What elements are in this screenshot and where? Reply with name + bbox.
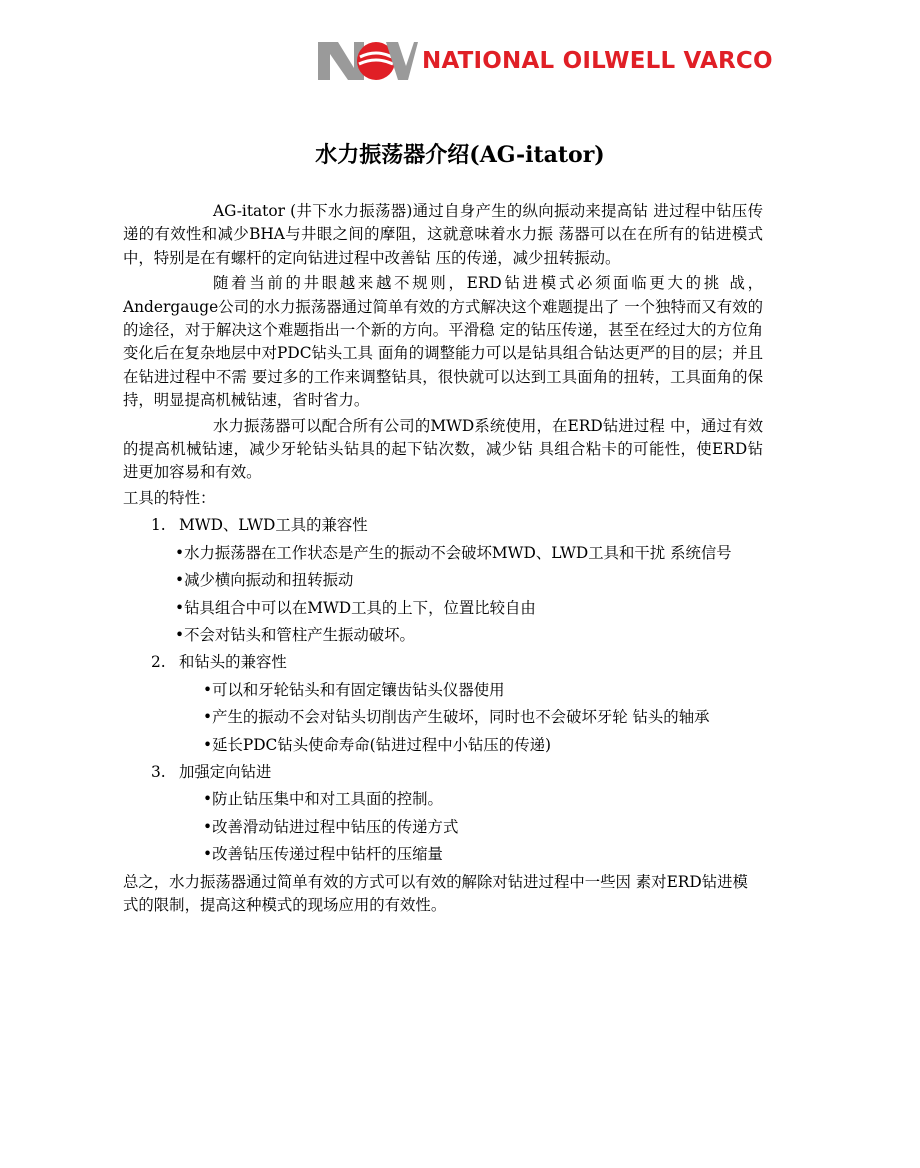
feature-section-3 — [123, 761, 763, 867]
paragraph-intro: AG-itator (井下水力振荡器)通过自身产生的纵向振动来提高钻 进过程中钻压传递的有效性和减少BHA与井眼之间的摩阻，这就意味着水力振 荡器可以在在所有的钻进模式中，特别是在有螺杆的定向钻进过程中改善钻 压的传递，减少扭转振动。 — [123, 202, 763, 267]
section-title: 加强定向钻进 — [179, 762, 272, 781]
nov-logo — [318, 38, 418, 84]
feature-section-2 — [123, 651, 763, 757]
brand-name: NATIONAL OILWELL VARCO — [422, 48, 773, 74]
section-heading — [151, 514, 763, 537]
section-heading — [151, 761, 763, 784]
list-item: •不会对钻头和管柱产生振动破坏。 — [175, 625, 415, 644]
section-heading — [151, 651, 763, 674]
features-heading: 工具的特性： — [123, 488, 216, 507]
list-item: •改善钻压传递过程中钻杆的压缩量 — [203, 845, 443, 864]
section-title: 和钻头的兼容性 — [179, 653, 287, 672]
list-item: •产生的振动不会对钻头切削齿产生破坏，同时也不会破坏牙轮 钻头的轴承 — [203, 708, 710, 727]
list-item: •改善滑动钻进过程中钻压的传递方式 — [203, 817, 459, 836]
list-item: •防止钻压集中和对工具面的控制。 — [203, 790, 443, 809]
header — [318, 38, 838, 88]
section-number: 3. — [151, 762, 166, 781]
document-title: 水力振荡器介绍(AG-itator) — [315, 142, 605, 168]
list-item: •水力振荡器在工作状态是产生的振动不会破坏MWD、LWD工具和干扰 系统信号 — [175, 543, 732, 562]
section-number: 2. — [151, 653, 166, 672]
list-item: •可以和牙轮钻头和有固定镶齿钻头仪器使用 — [203, 680, 505, 699]
paragraph-mwd: 水力振荡器可以配合所有公司的MWD系统使用，在ERD钻进过程 中，通过有效的提高机械钻速，减少牙轮钻头钻具的起下钻次数，减少钻 具组合粘卡的可能性，使ERD钻进更加容易和有效。 — [123, 416, 763, 482]
section-title: MWD、LWD工具的兼容性 — [179, 516, 368, 535]
document-body — [123, 200, 763, 917]
feature-section-1 — [123, 514, 763, 647]
paragraph-challenge: 随着当前的井眼越来越不规则，ERD钻进模式必须面临更大的挑 战，Andergauge公司的水力振荡器通过简单有效的方式解决这个难题提出了 一个独特而又有效的的途径，对于解决这个难题指出一个新的方向。平滑稳 定的钻压传递，甚至在经过大的方位角变化后在复杂地层中对PDC钻头工具 面角的调整能力可以是钻具组合钻达更严的目的层；并且在钻进过程中不需 要过多的工作来调整钻具，很快就可以达到工具面角的扭转，工具面角的保 持，明显提高机械钻速，省时省力。 — [123, 274, 763, 410]
list-item: •减少横向振动和扭转振动 — [175, 571, 354, 590]
list-item: •延长PDC钻头使命寿命(钻进过程中小钻压的传递) — [203, 735, 551, 754]
list-item: •钻具组合中可以在MWD工具的上下，位置比较自由 — [175, 598, 536, 617]
conclusion: 总之，水力振荡器通过简单有效的方式可以有效的解除对钻进过程中一些因 素对ERD钻进模式的限制，提高这种模式的现场应用的有效性。 — [123, 872, 748, 914]
section-number: 1. — [151, 516, 166, 535]
